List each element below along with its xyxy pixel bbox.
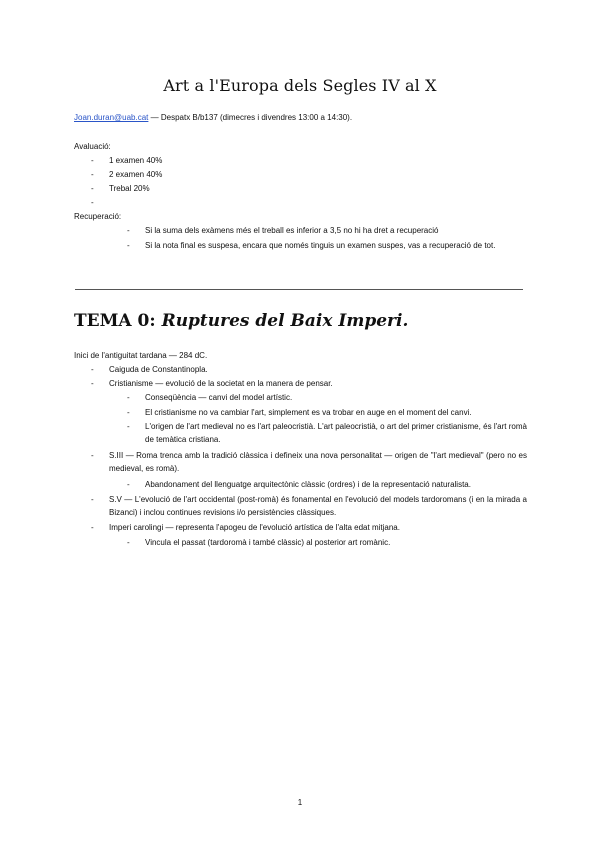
bullet-dash: - — [91, 365, 94, 374]
content-item: Caiguda de Constantinopla. — [109, 365, 208, 374]
bullet-dash: - — [127, 538, 130, 547]
bullet-dash: - — [91, 156, 94, 165]
content-item: S.V — L'evolució de l'art occidental (post-romà) és fonamental en l'evolució del models tardoromans (i en la mirada a Bizanci) i inclou continues revisions i/o persistències clàssiques. — [109, 495, 527, 517]
recovery-label: Recuperació: — [74, 212, 122, 221]
evaluation-item: Trebal 20% — [109, 184, 150, 193]
bullet-dash: - — [91, 198, 94, 207]
bullet-dash: - — [127, 422, 130, 431]
content-subitem: Conseqüència — canvi del model artístic. — [145, 393, 293, 402]
bullet-dash: - — [91, 451, 94, 460]
bullet-dash: - — [91, 523, 94, 532]
content-subitem: Abandonament del llenguatge arquitectònic clàssic (ordres) i de la representació naturalista. — [145, 480, 471, 489]
page-number: 1 — [297, 798, 303, 807]
bullet-dash: - — [91, 184, 94, 193]
content-subitem: L'origen de l'art medieval no es l'art paleocristià. L'art paleocristià, o art del primer cristianisme, és l'art romà de temàtica cristiana. — [145, 422, 527, 444]
content-subitem: Vincula el passat (tardoromà i també clàssic) al posterior art romànic. — [145, 538, 391, 547]
content-item: Cristianisme — evolució de la societat en la manera de pensar. — [109, 379, 333, 388]
office-hours: — Despatx B/b137 (dimecres i divendres 13:00 a 14:30). — [148, 113, 353, 122]
bullet-dash: - — [91, 379, 94, 388]
bullet-dash: - — [127, 226, 130, 235]
contact-line — [74, 111, 352, 124]
content-subitem: El cristianisme no va cambiar l'art, simplement es va trobar en auge en el moment del canvi. — [145, 408, 472, 417]
section-title: Ruptures del Baix Imperi. — [161, 311, 409, 331]
section-heading — [74, 311, 408, 331]
evaluation-item: 1 examen 40% — [109, 156, 163, 165]
document-title: Art a l'Europa dels Segles IV al X — [163, 76, 437, 95]
bullet-dash: - — [127, 393, 130, 402]
recovery-item: Si la suma dels exàmens més el treball es inferior a 3,5 no hi ha dret a recuperació — [145, 226, 439, 235]
section-prefix: TEMA 0: — [74, 311, 162, 331]
recovery-item: Si la nota final es suspesa, encara que només tinguis un examen suspes, vas a recuperació de tot. — [145, 241, 496, 250]
bullet-dash: - — [91, 170, 94, 179]
bullet-dash: - — [91, 495, 94, 504]
bullet-dash: - — [127, 480, 130, 489]
horizontal-divider — [75, 289, 523, 290]
bullet-dash: - — [127, 241, 130, 250]
intro-line: Inici de l'antiguitat tardana — 284 dC. — [74, 351, 208, 360]
content-item: S.III — Roma trenca amb la tradició clàssica i defineix una nova personalitat — origen de "l'art medieval" (pero no es medieval, es romà). — [109, 451, 527, 473]
evaluation-item: 2 examen 40% — [109, 170, 163, 179]
email-link[interactable]: Joan.duran@uab.cat — [74, 113, 149, 122]
evaluation-label: Avaluació: — [74, 142, 111, 151]
bullet-dash: - — [127, 408, 130, 417]
content-item: Imperi carolingi — representa l'apogeu de l'evolució artística de l'alta edat mitjana. — [109, 523, 400, 532]
